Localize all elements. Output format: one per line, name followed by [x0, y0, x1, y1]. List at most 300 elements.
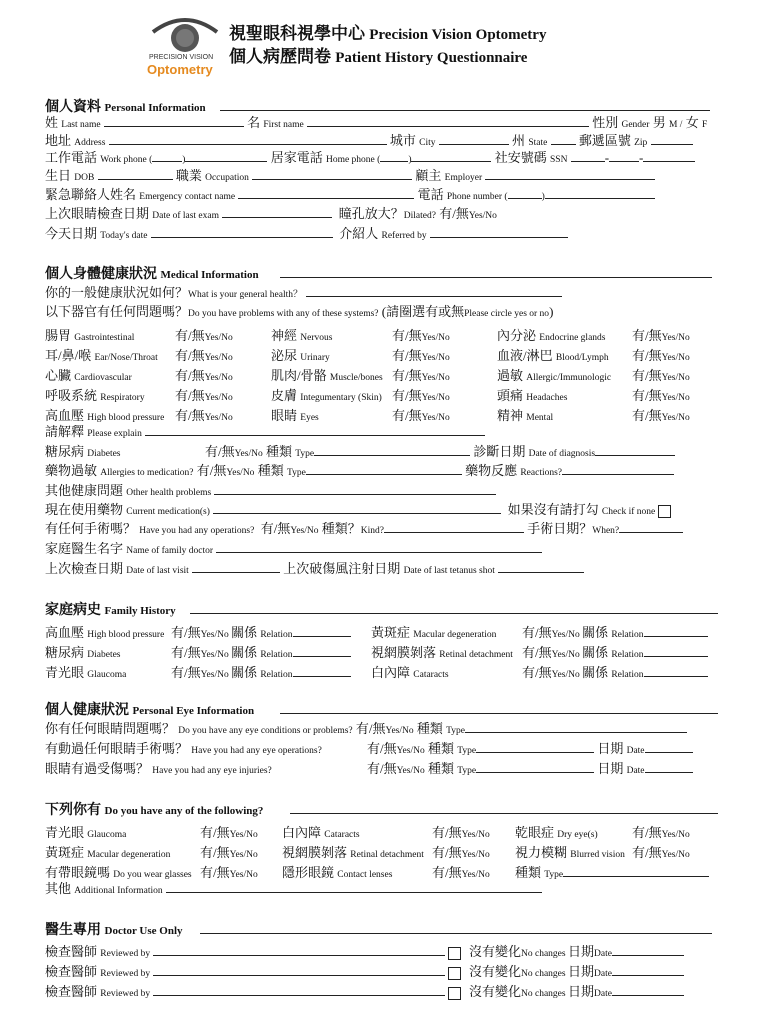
following-yes-no[interactable] — [200, 822, 258, 841]
condition-yes-no-en[interactable]: Yes/No — [204, 413, 233, 423]
additional-info-row — [45, 881, 542, 899]
additional-info-field[interactable] — [166, 881, 542, 893]
following-condition-label-zh: 白內障 — [282, 825, 322, 840]
logo — [145, 10, 225, 80]
home-phone-field[interactable] — [411, 150, 491, 162]
label: 地址 — [45, 133, 72, 148]
condition-label-zh: 內分泌 — [497, 328, 537, 343]
condition-yes-no-zh[interactable]: 有/無 — [632, 408, 662, 423]
family-yes-no[interactable]: Yes/No — [200, 630, 232, 640]
condition-label-zh: 眼睛 — [271, 408, 298, 423]
following-heading-zh: 下列你有 — [45, 803, 101, 818]
logo-text-top: PRECISION VISION — [149, 54, 214, 61]
label: 居家電話 — [270, 150, 323, 165]
label: Name of family doctor — [126, 546, 214, 556]
condition-label-en: Headaches — [526, 393, 568, 403]
condition-yes-no[interactable] — [632, 325, 690, 344]
medical-heading-en: Medical Information — [160, 269, 259, 281]
condition-yes-no-en[interactable]: Yes/No — [421, 333, 450, 343]
following-yes-no[interactable] — [632, 842, 690, 861]
condition-yes-no-zh[interactable]: 有/無 — [632, 328, 662, 343]
condition-yes-no-zh[interactable]: 有/無 — [175, 328, 205, 343]
personal-heading-en: Personal Information — [104, 102, 206, 114]
address-field[interactable] — [109, 133, 387, 145]
label: Last name — [61, 120, 101, 130]
label: 種類 — [427, 741, 454, 756]
emergency-phone-field[interactable] — [545, 187, 655, 199]
eye-q3-yes-no[interactable]: 有/無 — [367, 761, 397, 776]
family-condition-label-zh: 糖尿病 — [45, 645, 85, 660]
ssn-field-3[interactable] — [643, 150, 695, 162]
allergy-yes-no[interactable]: 有/無 — [196, 463, 227, 478]
review-date-field[interactable] — [612, 944, 684, 956]
surgery-row — [45, 521, 683, 539]
label: Kind? — [360, 526, 384, 536]
family-condition-label-zh: 白內障 — [371, 665, 411, 680]
label: State — [528, 138, 548, 148]
family-heading — [45, 599, 176, 619]
following-condition-label-en: Macular degeneration — [87, 850, 171, 860]
gender-female-option[interactable]: 女 — [685, 115, 699, 130]
condition-yes-no-en[interactable]: Yes/No — [661, 333, 690, 343]
family-relation — [171, 642, 351, 661]
condition-yes-no-en[interactable]: Yes/No — [421, 393, 450, 403]
reviewed-field[interactable] — [153, 964, 445, 976]
review-date-field[interactable] — [612, 964, 684, 976]
glasses-type-field[interactable] — [563, 865, 709, 877]
medication-field[interactable] — [213, 502, 501, 514]
following-yes-no-en[interactable]: Yes/No — [229, 850, 258, 860]
label: Date of last exam — [152, 211, 220, 221]
condition-yes-no-zh[interactable]: 有/無 — [175, 348, 205, 363]
family-relation-field[interactable] — [293, 665, 351, 677]
family-condition-label-zh: 高血壓 — [45, 625, 85, 640]
label: 生日 — [45, 168, 72, 183]
date-label: Date — [594, 949, 612, 959]
following-condition-label — [515, 842, 625, 861]
following-yes-no-en[interactable]: Yes/No — [661, 850, 690, 860]
gender-male-option[interactable]: M / — [668, 120, 683, 130]
label: Type — [457, 766, 477, 776]
label: 日期 — [597, 761, 624, 776]
condition-yes-no[interactable] — [392, 405, 450, 424]
dob-field[interactable] — [98, 168, 173, 180]
condition-label-zh: 呼吸系統 — [45, 388, 98, 403]
family-relation-field[interactable] — [644, 665, 708, 677]
allergy-yes-no[interactable]: Yes/No — [226, 468, 255, 478]
condition-yes-no-zh[interactable]: 有/無 — [392, 348, 422, 363]
last-name-field[interactable] — [104, 115, 244, 127]
label: 名 — [247, 115, 261, 130]
label: SSN — [550, 155, 568, 165]
glasses-type-en: Type — [544, 870, 564, 880]
no-change — [445, 961, 684, 980]
family-relation-field[interactable] — [644, 645, 708, 657]
following-condition-label — [45, 822, 126, 841]
family-yes-no[interactable]: 有/無 — [171, 665, 201, 680]
condition-yes-no[interactable] — [392, 325, 450, 344]
no-changes-label: No changes — [521, 949, 568, 959]
condition-yes-no[interactable] — [175, 365, 233, 384]
review-date-field[interactable] — [612, 984, 684, 996]
condition-yes-no[interactable] — [392, 345, 450, 364]
eye-q3-yes-no[interactable]: Yes/No — [396, 766, 425, 776]
no-changes-label: 沒有變化 — [469, 964, 522, 979]
label: 種類？ — [321, 521, 361, 536]
family-yes-no[interactable]: Yes/No — [551, 650, 583, 660]
reviewed-label: 檢查醫師 — [45, 984, 101, 999]
label: Date of diagnosis — [528, 449, 596, 459]
condition-yes-no[interactable] — [175, 345, 233, 364]
label: Type — [446, 726, 465, 736]
eye-q3-type-field[interactable] — [476, 761, 594, 773]
family-yes-no[interactable]: 有/無 — [522, 625, 552, 640]
reviewed-field[interactable] — [153, 944, 445, 956]
no-changes-checkbox[interactable] — [448, 967, 461, 980]
divider — [200, 933, 712, 934]
condition-label-zh: 血液/淋巴 — [497, 348, 553, 363]
following-condition-label-zh: 隱形眼鏡 — [282, 865, 335, 880]
label: Date of last visit — [126, 566, 189, 576]
surgery-yes-no[interactable]: 有/無 — [260, 521, 291, 536]
label: 上次破傷風注射日期 — [283, 561, 401, 576]
date-label: 日期 — [567, 984, 594, 999]
family-condition-label-zh: 青光眼 — [45, 665, 85, 680]
gender-female-option[interactable]: F — [701, 120, 708, 130]
dilated-yes-no[interactable]: Yes/No — [468, 211, 497, 221]
family-condition-label — [45, 622, 164, 641]
title-zh: 視聖眼科視學中心 — [229, 24, 365, 43]
condition-yes-no[interactable] — [175, 325, 233, 344]
condition-yes-no-zh[interactable]: 有/無 — [175, 388, 205, 403]
surgery-date-field[interactable] — [619, 521, 683, 533]
condition-yes-no[interactable] — [175, 405, 233, 424]
family-doctor-field[interactable] — [216, 541, 542, 553]
allergy-type-field[interactable] — [306, 463, 462, 475]
emergency-area-field[interactable] — [508, 187, 542, 199]
family-heading-en: Family History — [104, 605, 176, 617]
diabetes-type-field[interactable] — [314, 444, 470, 456]
label: Date — [626, 746, 645, 756]
following-yes-no-zh[interactable]: 有/無 — [632, 845, 662, 860]
employer-field[interactable] — [485, 168, 655, 180]
referred-by-field[interactable] — [430, 226, 568, 238]
label: Have you had any eye operations? — [191, 746, 322, 756]
condition-yes-no-zh[interactable]: 有/無 — [392, 408, 422, 423]
no-changes-checkbox[interactable] — [448, 947, 461, 960]
following-condition-label-zh: 有帶眼鏡嗎 — [45, 865, 111, 880]
home-phone-area-field[interactable] — [380, 150, 408, 162]
no-changes-label: 沒有變化 — [469, 984, 522, 999]
following-yes-no-zh[interactable]: 有/無 — [200, 845, 230, 860]
reviewed-label: Reviewed by — [100, 989, 153, 999]
title-en: Precision Vision Optometry — [369, 27, 547, 43]
label: 郵遞區號 — [578, 133, 631, 148]
family-condition-label-zh: 視網膜剝落 — [371, 645, 437, 660]
label: 上次檢查日期 — [45, 561, 124, 576]
condition-yes-no[interactable] — [392, 385, 450, 404]
label: Do you have any eye conditions or problems? — [178, 726, 353, 736]
eye-heading-zh: 個人健康狀況 — [45, 703, 129, 718]
following-yes-no-zh[interactable]: 有/無 — [432, 845, 462, 860]
label: 請解釋 — [45, 424, 85, 439]
label: Reactions? — [520, 468, 563, 478]
condition-label-zh: 耳/鼻/喉 — [45, 348, 92, 363]
no-change — [445, 941, 684, 960]
family-yes-no[interactable]: Yes/No — [200, 650, 232, 660]
condition-yes-no-zh[interactable]: 有/無 — [392, 328, 422, 343]
tetanus-field[interactable] — [498, 561, 584, 573]
family-relation-label: 關係 — [582, 665, 612, 680]
label: Current medication(s) — [126, 507, 210, 517]
label: 種類 — [416, 721, 443, 736]
following-yes-no[interactable] — [200, 862, 258, 881]
label: Address — [74, 138, 106, 148]
condition-yes-no-zh[interactable]: 有/無 — [392, 368, 422, 383]
family-relation-label: 關係 — [231, 625, 261, 640]
family-relation-field[interactable] — [293, 645, 351, 657]
following-yes-no-en[interactable]: Yes/No — [229, 870, 258, 880]
following-condition-label-zh: 視網膜剝落 — [282, 845, 348, 860]
family-yes-no[interactable]: 有/無 — [171, 625, 201, 640]
condition-yes-no-en[interactable]: Yes/No — [661, 393, 690, 403]
label: Type — [286, 468, 306, 478]
ssn-field-1[interactable] — [571, 150, 605, 162]
family-relation — [522, 642, 708, 661]
family-condition-label-en: Macular degeneration — [413, 630, 497, 640]
eye-q1-yes-no[interactable]: Yes/No — [385, 726, 414, 736]
personal-heading-zh: 個人資料 — [45, 100, 101, 115]
family-heading-zh: 家庭病史 — [45, 603, 101, 618]
family-condition-label-en: Diabetes — [87, 650, 121, 660]
family-condition-label-en: Glaucoma — [87, 670, 127, 680]
label: What is your general health？ — [188, 290, 303, 300]
divider — [220, 110, 710, 111]
zip-field[interactable] — [651, 133, 693, 145]
work-phone-area-field[interactable] — [152, 150, 182, 162]
following-yes-no-en[interactable]: Yes/No — [661, 830, 690, 840]
condition-yes-no-en[interactable]: Yes/No — [661, 353, 690, 363]
reviewed-label: Reviewed by — [100, 949, 153, 959]
eye-q3-date-field[interactable] — [645, 761, 693, 773]
family-yes-no[interactable]: Yes/No — [551, 630, 583, 640]
reaction-field[interactable] — [562, 463, 674, 475]
diabetes-yes-no[interactable]: Yes/No — [234, 449, 263, 459]
page-subtitle — [229, 42, 527, 67]
subtitle-en: Patient History Questionnaire — [335, 50, 528, 66]
label: 診斷日期 — [473, 444, 526, 459]
family-condition-label-en: Cataracts — [413, 670, 449, 680]
logo-text-bottom: Optometry — [147, 62, 213, 77]
dilated-yes-no[interactable]: 有/無 — [439, 206, 469, 221]
condition-label-zh: 神經 — [271, 328, 298, 343]
condition-yes-no-zh[interactable]: 有/無 — [632, 388, 662, 403]
surgery-kind-field[interactable] — [384, 521, 524, 533]
family-yes-no[interactable]: 有/無 — [171, 645, 201, 660]
eye-q1-yes-no[interactable]: 有/無 — [355, 721, 386, 736]
following-yes-no-zh[interactable]: 有/無 — [200, 865, 230, 880]
glasses-type — [515, 862, 709, 881]
family-condition-label-en: High blood pressure — [87, 630, 165, 640]
explain-field[interactable] — [145, 424, 485, 436]
today-date-field[interactable] — [151, 226, 333, 238]
condition-label-en: Cardiovascular — [74, 373, 132, 383]
condition-label-zh: 精神 — [497, 408, 524, 423]
condition-yes-no-en[interactable]: Yes/No — [661, 373, 690, 383]
following-yes-no[interactable] — [432, 822, 490, 841]
surgery-yes-no[interactable]: Yes/No — [290, 526, 319, 536]
medical-heading-zh: 個人身體健康狀況 — [45, 267, 157, 282]
reviewed-row — [45, 941, 445, 960]
condition-yes-no-en[interactable]: Yes/No — [204, 333, 233, 343]
general-health-field[interactable] — [306, 285, 562, 297]
condition-yes-no[interactable] — [175, 385, 233, 404]
date-label: Date — [594, 969, 612, 979]
family-relation-label: Relation — [260, 670, 293, 680]
emergency-contact-field[interactable] — [238, 187, 414, 199]
following-yes-no-zh[interactable]: 有/無 — [200, 825, 230, 840]
condition-yes-no-en[interactable]: Yes/No — [661, 413, 690, 423]
eye-q2-date-field[interactable] — [645, 741, 693, 753]
condition-label-en: Gastrointestinal — [74, 333, 135, 343]
label: 如果沒有請打勾 — [507, 502, 599, 517]
label: 介紹人 — [339, 226, 379, 241]
condition-yes-no-en[interactable]: Yes/No — [421, 373, 450, 383]
ssn-field-2[interactable] — [609, 150, 639, 162]
no-changes-label: 沒有變化 — [469, 944, 522, 959]
first-name-field[interactable] — [307, 115, 589, 127]
following-yes-no-en[interactable]: Yes/No — [229, 830, 258, 840]
condition-yes-no-en[interactable]: Yes/No — [204, 393, 233, 403]
state-field[interactable] — [551, 133, 576, 145]
family-relation-field[interactable] — [644, 625, 708, 637]
label: 職業 — [175, 168, 202, 183]
family-yes-no[interactable]: Yes/No — [551, 670, 583, 680]
eye-q1-type-field[interactable] — [465, 721, 687, 733]
eye-q2-yes-no[interactable]: 有/無 — [367, 741, 397, 756]
condition-yes-no[interactable] — [632, 365, 690, 384]
following-yes-no-en[interactable]: Yes/No — [461, 830, 490, 840]
reviewed-field[interactable] — [153, 984, 445, 996]
condition-yes-no-zh[interactable]: 有/無 — [632, 348, 662, 363]
condition-label-zh: 肌肉/骨骼 — [271, 368, 327, 383]
label: Type — [295, 449, 315, 459]
family-relation — [171, 622, 351, 641]
condition-yes-no-en[interactable]: Yes/No — [421, 353, 450, 363]
label: 藥物反應 — [465, 463, 518, 478]
city-field[interactable] — [439, 133, 509, 145]
no-changes-checkbox[interactable] — [448, 987, 461, 1000]
label: 有動過任何眼睛手術嗎？ — [45, 741, 189, 756]
family-yes-no[interactable]: 有/無 — [522, 665, 552, 680]
occupation-field[interactable] — [252, 168, 412, 180]
following-yes-no[interactable] — [632, 822, 690, 841]
last-visit-field[interactable] — [192, 561, 280, 573]
following-heading-en: Do you have any of the following? — [104, 805, 264, 817]
condition-yes-no-en[interactable]: Yes/No — [204, 373, 233, 383]
label: Today's date — [100, 231, 148, 241]
condition-label — [271, 345, 330, 364]
following-yes-no-zh[interactable]: 有/無 — [432, 825, 462, 840]
label: 藥物過敏 — [45, 463, 98, 478]
eye-q3-row — [45, 761, 645, 779]
condition-yes-no-zh[interactable]: 有/無 — [632, 368, 662, 383]
following-yes-no[interactable] — [200, 842, 258, 861]
label: When? — [592, 526, 620, 536]
label: 糖尿病 — [45, 444, 85, 459]
following-yes-no[interactable] — [432, 842, 490, 861]
label: 上次眼睛檢查日期 — [45, 206, 150, 221]
following-condition-label — [515, 822, 598, 841]
condition-label — [497, 325, 605, 344]
label: Employer — [444, 173, 483, 183]
gender-male-option[interactable]: 男 — [652, 115, 666, 130]
label: Have you had any operations? — [139, 526, 255, 536]
condition-label-en: Mental — [526, 413, 554, 423]
label: Do you have problems with any of these systems? — [188, 309, 379, 319]
condition-label — [497, 345, 609, 364]
condition-yes-no[interactable] — [632, 385, 690, 404]
following-yes-no-zh[interactable]: 有/無 — [632, 825, 662, 840]
family-yes-no[interactable]: 有/無 — [522, 645, 552, 660]
condition-yes-no[interactable] — [632, 345, 690, 364]
diabetes-yes-no[interactable]: 有/無 — [205, 444, 235, 459]
label: 種類 — [427, 761, 454, 776]
diagnosis-date-field[interactable] — [595, 444, 675, 456]
label: Diabetes — [87, 449, 121, 459]
other-health-field[interactable] — [214, 483, 496, 495]
following-yes-no-zh[interactable]: 有/無 — [432, 865, 462, 880]
label: Type — [457, 746, 477, 756]
condition-yes-no-zh[interactable]: 有/無 — [175, 408, 205, 423]
label: 手術日期？ — [527, 521, 593, 536]
condition-label-en: Muscle/bones — [329, 373, 383, 383]
condition-label — [497, 405, 553, 424]
last-exam-field[interactable] — [222, 206, 332, 218]
label: 其他健康問題 — [45, 483, 124, 498]
no-changes-label: No changes — [521, 989, 568, 999]
family-relation-label: Relation — [611, 630, 644, 640]
condition-yes-no-zh[interactable]: 有/無 — [175, 368, 205, 383]
eye-q2-type-field[interactable] — [476, 741, 594, 753]
family-relation-label: Relation — [260, 630, 293, 640]
following-yes-no-en[interactable]: Yes/No — [461, 870, 490, 880]
condition-yes-no[interactable] — [392, 365, 450, 384]
label: 州 — [512, 133, 526, 148]
label: 電話 — [417, 187, 444, 202]
family-relation-field[interactable] — [293, 625, 351, 637]
condition-yes-no-zh[interactable]: 有/無 — [392, 388, 422, 403]
condition-yes-no[interactable] — [632, 405, 690, 424]
condition-label-zh: 頭痛 — [497, 388, 524, 403]
condition-yes-no-en[interactable]: Yes/No — [204, 353, 233, 363]
following-yes-no-en[interactable]: Yes/No — [461, 850, 490, 860]
eye-heading-en: Personal Eye Information — [132, 705, 255, 717]
explain-row — [45, 424, 485, 442]
following-yes-no[interactable] — [432, 862, 490, 881]
condition-yes-no-en[interactable]: Yes/No — [421, 413, 450, 423]
family-relation-label: 關係 — [231, 645, 261, 660]
none-checkbox[interactable] — [658, 505, 671, 518]
label: 日期 — [597, 741, 624, 756]
work-phone-field[interactable] — [185, 150, 267, 162]
family-relation-label: 關係 — [582, 645, 612, 660]
following-condition-label-zh: 乾眼症 — [515, 825, 555, 840]
eye-q2-yes-no[interactable]: Yes/No — [396, 746, 425, 756]
medication-row — [45, 502, 671, 520]
condition-label-en: Blood/Lymph — [555, 353, 609, 363]
family-yes-no[interactable]: Yes/No — [200, 670, 232, 680]
